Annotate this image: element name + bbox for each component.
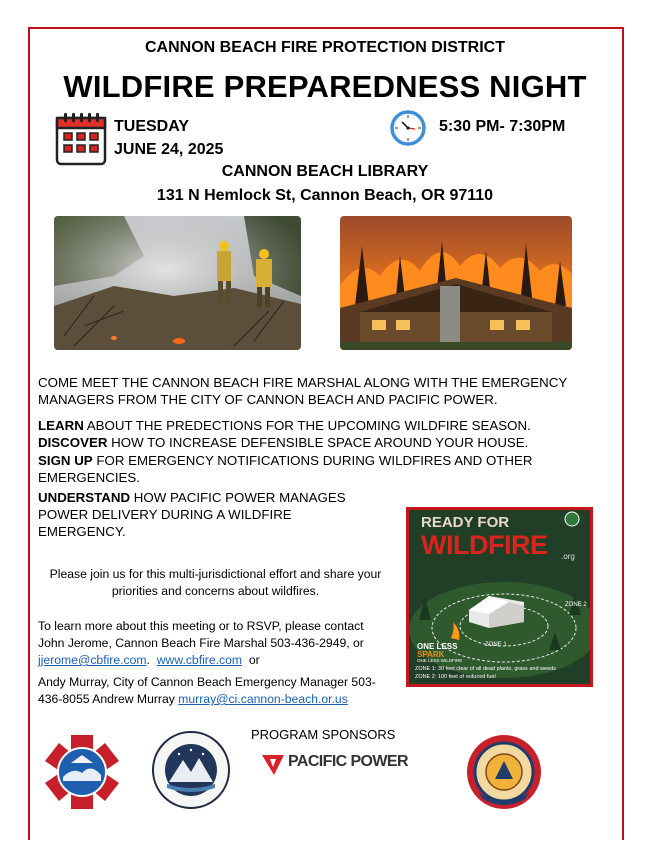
sponsors-heading: PROGRAM SPONSORS (251, 727, 396, 742)
contact-1-body: To learn more about this meeting or to RSVP, please contact John Jerome, Cannon Beach Fire Marshal 503-436-2949, or (38, 619, 364, 650)
event-day: TUESDAY (114, 118, 189, 135)
join-text: Please join us for this multi-jurisdictional effort and share your priorities and concerns about wildfires. (49, 567, 382, 598)
poster-ready-text: READY FOR (421, 514, 510, 531)
ready-for-wildfire-poster (406, 507, 593, 687)
contact-text-2 (38, 674, 398, 708)
item-understand-text: HOW PACIFIC POWER MANAGES POWER DELIVERY DURING A WILDFIRE EMERGENCY. (38, 490, 346, 539)
poster-org-text: .org (561, 552, 575, 561)
poster-wildfire-text: WILDFIRE (421, 530, 548, 560)
clock-icon (390, 110, 426, 146)
pacific-power-logo (262, 751, 414, 779)
venue-address: 131 N Hemlock St, Cannon Beach, OR 97110 (156, 187, 494, 204)
pacific-power-text: PACIFIC POWER (288, 753, 408, 770)
poster-zone2-desc: ZONE 2: 100 feet of reduced fuel (415, 674, 496, 680)
contact-2-body: Andy Murray, City of Cannon Beach Emergency Manager 503-436-8055 Andrew Murray (38, 675, 376, 706)
venue-name: CANNON BEACH LIBRARY (221, 163, 429, 180)
house-fire-photo (340, 216, 572, 350)
poster-spark: SPARK (417, 650, 445, 659)
poster-zone1-desc: ZONE 1: 30 feet clear of all dead plants, grass and weeds (415, 666, 556, 672)
poster-one-less: ONE LESS (417, 642, 458, 651)
event-time: 5:30 PM- 7:30PM (439, 118, 566, 135)
pacific-power-mark-icon (262, 753, 286, 777)
item-signup-label: SIGN UP (38, 453, 93, 468)
emergency-manager-email-link[interactable]: murray@ci.cannon-beach.or.us (178, 692, 348, 706)
oregon-state-fire-marshal-logo (465, 733, 543, 811)
poster-zone2-label: ZONE 2 (565, 602, 587, 608)
calendar-icon (55, 112, 107, 166)
contact-text-1 (38, 618, 393, 669)
item-signup-text: FOR EMERGENCY NOTIFICATIONS DURING WILDFIRES AND OTHER EMERGENCIES. (38, 453, 533, 485)
item-learn-label: LEARN (38, 418, 84, 433)
item-signup (38, 452, 563, 486)
item-understand-label: UNDERSTAND (38, 490, 131, 505)
item-learn-text: ABOUT THE PREDECTIONS FOR THE UPCOMING WILDFIRE SEASON. (83, 418, 531, 433)
item-learn (38, 417, 603, 434)
cannon-beach-fire-rescue-logo (43, 733, 121, 811)
item-discover-label: DISCOVER (38, 435, 108, 450)
poster-tagline: ONE LESS WILDFIRE (417, 658, 463, 663)
intro-text: COME MEET THE CANNON BEACH FIRE MARSHAL ALONG WITH THE EMERGENCY MANAGERS FROM THE CITY OF CANNON BEACH AND PACIFIC POWER. (38, 375, 567, 407)
poster-zone1-label: ZONE 1 (485, 642, 507, 648)
fire-marshal-email-link[interactable]: jjerome@cbfire.com (38, 653, 147, 667)
page-title: WILDFIRE PREPAREDNESS NIGHT (63, 69, 587, 104)
contact-1-tail: or (248, 653, 260, 667)
emergency-management-logo (151, 730, 231, 810)
item-understand (38, 489, 363, 540)
cbfire-website-link[interactable]: www.cbfire.com (156, 653, 243, 667)
event-date: JUNE 24, 2025 (114, 141, 224, 158)
contact-1-sep: . (146, 653, 150, 667)
item-discover (38, 434, 603, 451)
firefighters-photo (54, 216, 301, 350)
item-discover-text: HOW TO INCREASE DEFENSIBLE SPACE AROUND YOUR HOUSE. (107, 435, 529, 450)
org-heading: CANNON BEACH FIRE PROTECTION DISTRICT (145, 39, 505, 56)
